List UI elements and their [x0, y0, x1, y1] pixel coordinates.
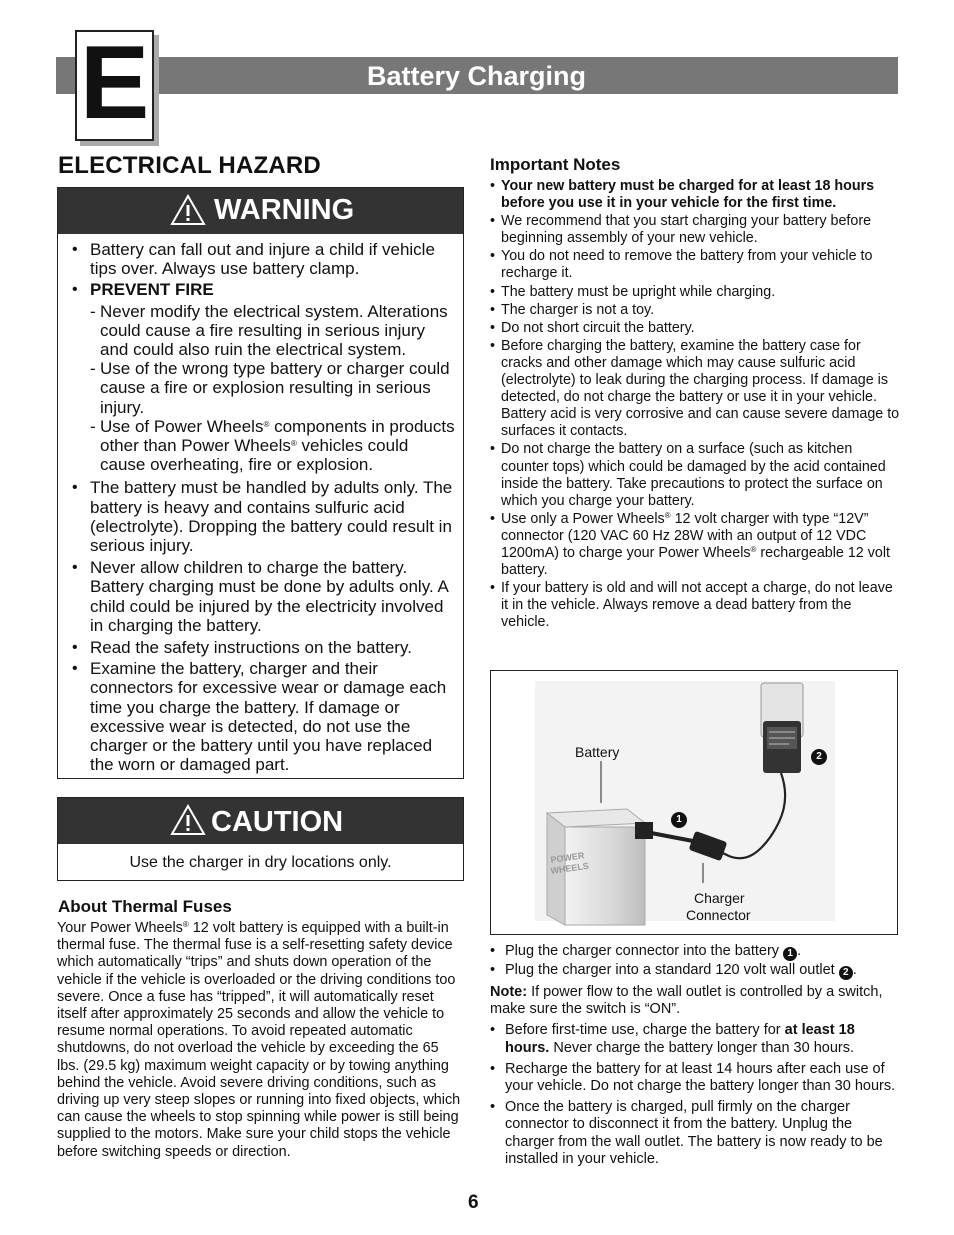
list-item: • The battery must be upright while charging.	[490, 283, 776, 300]
list-item: • Battery can fall out and injure a child if vehicle tips over. Always use battery clamp.	[72, 240, 435, 279]
section-letter: E	[79, 25, 150, 141]
caution-text: Use the charger in dry locations only.	[129, 854, 392, 871]
list-item: • Recharge the battery for at least 14 hours after each use of your vehicle. Do not charge the battery longer than 30 hours.	[490, 1060, 896, 1095]
thermal-paragraph: Your Power Wheels® 12 volt battery is equipped with a built-in thermal fuse. The thermal fuse is a self-resetting safety device which automatically “trips” and shuts down operation of the vehicle if the vehicle is overloaded or the driving conditions too severe. Once a fuse has “tripped”, it will automatically reset itself after approximately 25 seconds and allow the vehicle to resume normal operations. To avoid repeated automatic shutdowns, do not overload the vehicle by exceeding the 65 lbs. (29.5 kg) maximum weight capacity or by towing anything behind the vehicle. Avoid severe driving conditions, such as driving up very steep slopes or running into fixed objects, which can cause the wheels to stop spinning while power is still being supplied to the motors. Make sure your child stops the vehicle before switching speeds or direction.	[57, 920, 461, 1160]
caution-box	[57, 797, 464, 881]
list-item: • Plug the charger into a standard 120 volt wall outlet 2 .	[490, 962, 857, 978]
list-item: • The battery must be handled by adults only. The battery is heavy and contains sulfuric acid (electrolyte). Dropping the battery could result in serious injury.	[72, 478, 453, 556]
warning-triangle-icon	[170, 804, 206, 836]
list-item: • We recommend that you start charging your battery before beginning assembly of your new vehicle.	[490, 213, 872, 247]
warning-list	[72, 240, 457, 776]
warning-box	[57, 187, 464, 779]
list-item: • If your battery is old and will not accept a charge, do not leave it in the vehicle. Always remove a dead battery from the vehicle.	[490, 580, 893, 631]
warning-triangle-icon	[170, 194, 206, 226]
svg-text:POWER: POWER	[549, 850, 585, 865]
list-item: • Do not charge the battery on a surface (such as kitchen counter tops) which could be damaged by the acid contained inside the battery. Take precautions to protect the surface on which you charge your battery.	[490, 441, 886, 509]
battery-label: Battery	[575, 744, 620, 760]
list-item: • Use only a Power Wheels® 12 volt charger with type “12V” connector (120 VAC 60 Hz 28W with an output of 12 VDC 1200mA) to charge your Power Wheels® rechargeable 12 volt battery.	[490, 510, 890, 579]
list-item: • Do not short circuit the battery.	[490, 319, 695, 336]
list-item: • Examine the battery, charger and their connectors for excessive wear or damage each time you charge the battery. If damage or excessive wear is detected, do not use the charger or the battery until you have replaced the worn or damaged part.	[72, 659, 447, 775]
callout-2: 2	[811, 749, 827, 765]
list-item: • Never allow children to charge the battery. Battery charging must be done by adults only. A child could be injured by the electricity involved in charging the battery.	[72, 558, 448, 635]
page-title: Battery Charging	[367, 61, 587, 91]
list-item: • Once the battery is charged, pull firmly on the charger connector to disconnect it from the battery. Unplug the charger from the wall outlet. The battery is now ready to be installed in your vehicle.	[490, 1099, 883, 1167]
list-item: • Before first-time use, charge the battery for at least 18 hours. Never charge the battery longer than 30 hours.	[490, 1022, 855, 1056]
hazard-title: ELECTRICAL HAZARD	[58, 152, 321, 179]
sub-item: - Never modify the electrical system. Alterations could cause a fire resulting in serious injury and could also ruin the electrical system.	[90, 301, 448, 360]
note: Note: If power flow to the wall outlet is controlled by a switch, make sure the switch is “ON”.	[490, 984, 883, 1018]
warning-header	[58, 188, 463, 234]
sub-item: - Use of Power Wheels® components in products other than Power Wheels® vehicles could cause overheating, fire or explosion.	[90, 416, 455, 475]
page-number: 6	[468, 1192, 479, 1213]
notes-list	[490, 178, 900, 632]
sub-item: - Use of the wrong type battery or charger could cause a fire or explosion resulting in serious injury.	[90, 359, 450, 417]
list-item: • Your new battery must be charged for at least 18 hours before you use it in your vehicle for the first time.	[490, 178, 875, 212]
list-item: • Before charging the battery, examine the battery case for cracks and other damage which may cause sulfuric acid (electrolyte) to leak during the charging process. If damage is detected, do not charge the battery or use it in your vehicle. Battery acid is very corrosive and can cause severe damage to surfaces it contacts.	[490, 337, 900, 440]
warning-label: WARNING	[214, 194, 355, 226]
callout-1: 1	[671, 812, 687, 828]
caution-label: CAUTION	[211, 806, 344, 838]
charging-figure	[490, 670, 898, 935]
connector-label-1: Charger	[694, 890, 745, 906]
list-item: • The charger is not a toy.	[490, 301, 655, 318]
list-item: • PREVENT FIRE	[72, 280, 214, 300]
section-letter-box	[75, 25, 154, 141]
svg-text:WHEELS: WHEELS	[549, 860, 590, 876]
thermal-heading: About Thermal Fuses	[58, 897, 232, 916]
caution-header	[58, 798, 463, 844]
list-item: • Read the safety instructions on the battery.	[72, 638, 412, 658]
notes-heading: Important Notes	[490, 155, 621, 174]
charging-steps	[490, 943, 900, 1172]
list-item: • You do not need to remove the battery from your vehicle to recharge it.	[490, 248, 873, 282]
list-item: • Plug the charger connector into the battery 1 .	[490, 943, 802, 959]
connector-label-2: Connector	[686, 907, 751, 923]
